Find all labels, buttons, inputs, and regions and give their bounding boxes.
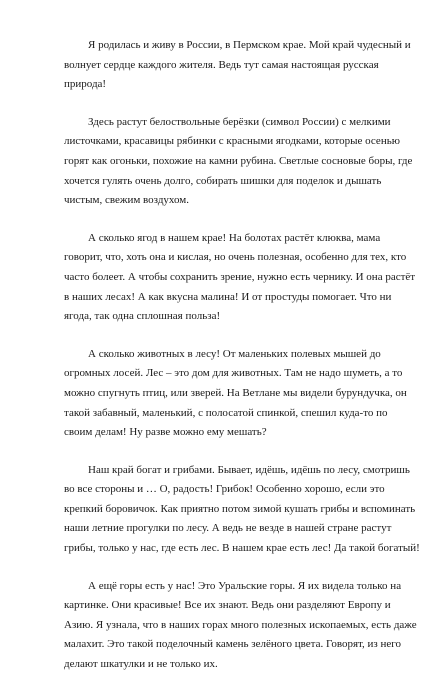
paragraph-line: такой забавный, маленький, с полосатой спинкой, спешил куда-то по <box>64 406 388 419</box>
paragraph-line: природа! <box>64 78 107 91</box>
paragraph-3 <box>64 229 416 327</box>
paragraph-line: волнует сердце каждого жителя. Ведь тут самая настоящая русская <box>64 58 379 71</box>
paragraph-1 <box>64 36 411 95</box>
paragraph-6 <box>64 577 417 675</box>
document-body <box>64 36 420 693</box>
paragraph-line: А сколько ягод в нашем крае! На болотах растёт клюква, мама <box>88 231 381 244</box>
paragraph-line: листочками, красавицы рябинки с красными ягодками, которые осенью <box>64 135 400 148</box>
paragraph-line: в наших лесах! А как вкусна малина! И от простуды помогает. Что ни <box>64 290 392 303</box>
paragraph-line: ягода, так одна сплошная польза! <box>64 310 221 323</box>
paragraph-line: Я родилась и живу в России, в Пермском крае. Мой край чудесный и <box>88 39 411 51</box>
paragraph-5 <box>64 461 420 559</box>
paragraph-line: А ещё горы есть у нас! Это Уральские горы. Я их видела только на <box>88 579 402 592</box>
paragraph-line: наши летние прогулки по лесу. А ведь не везде в нашей стране растут <box>64 522 392 535</box>
paragraph-4 <box>64 345 407 443</box>
paragraph-line: хочется гулять очень долго, собирать шишки для поделок и дышать <box>64 174 382 187</box>
paragraph-line: чистым, свежим воздухом. <box>64 194 189 207</box>
paragraph-line: Здесь растут белоствольные берёзки (символ России) с мелкими <box>88 115 391 128</box>
paragraph-line: во все стороны и … О, радость! Грибок! Особенно хорошо, если это <box>64 483 385 496</box>
paragraph-line: делают шкатулки и не только их. <box>64 658 218 671</box>
paragraph-line: часто болеет. А чтобы сохранить зрение, нужно есть чернику. И она растёт <box>64 270 416 283</box>
paragraph-line: грибы, только у нас, где есть лес. В нашем крае есть лес! Да такой богатый! <box>64 542 420 555</box>
paragraph-line: можно спугнуть птиц, или зверей. На Ветлане мы видели бурундучка, он <box>64 386 407 399</box>
paragraph-line: малахит. Это такой поделочный камень зелёного цвета. Говорят, из него <box>64 638 402 651</box>
paragraph-line: своим делам! Ну разве можно ему мешать? <box>64 426 267 439</box>
paragraph-line: горят как огоньки, похожие на камни рубина. Светлые сосновые боры, где <box>64 154 413 167</box>
paragraph-line: Наш край богат и грибами. Бывает, идёшь, идёшь по лесу, смотришь <box>88 463 410 476</box>
paragraph-line: картинке. Они красивые! Все их знают. Ведь они разделяют Европу и <box>64 599 391 612</box>
paragraph-2 <box>64 113 413 211</box>
paragraph-line: огромных лосей. Лес – это дом для животных. Там не надо шуметь, а то <box>64 367 403 380</box>
paragraph-line: крепкий боровичок. Как приятно потом зимой кушать грибы и вспоминать <box>64 502 416 515</box>
paragraph-line: Азию. Я узнала, что в наших горах много полезных ископаемых, есть даже <box>64 618 417 631</box>
paragraph-line: А сколько животных в лесу! От маленьких полевых мышей до <box>88 347 381 360</box>
paragraph-line: говорит, что, хоть она и кислая, но очень полезная, особенно для тех, кто <box>64 251 407 264</box>
